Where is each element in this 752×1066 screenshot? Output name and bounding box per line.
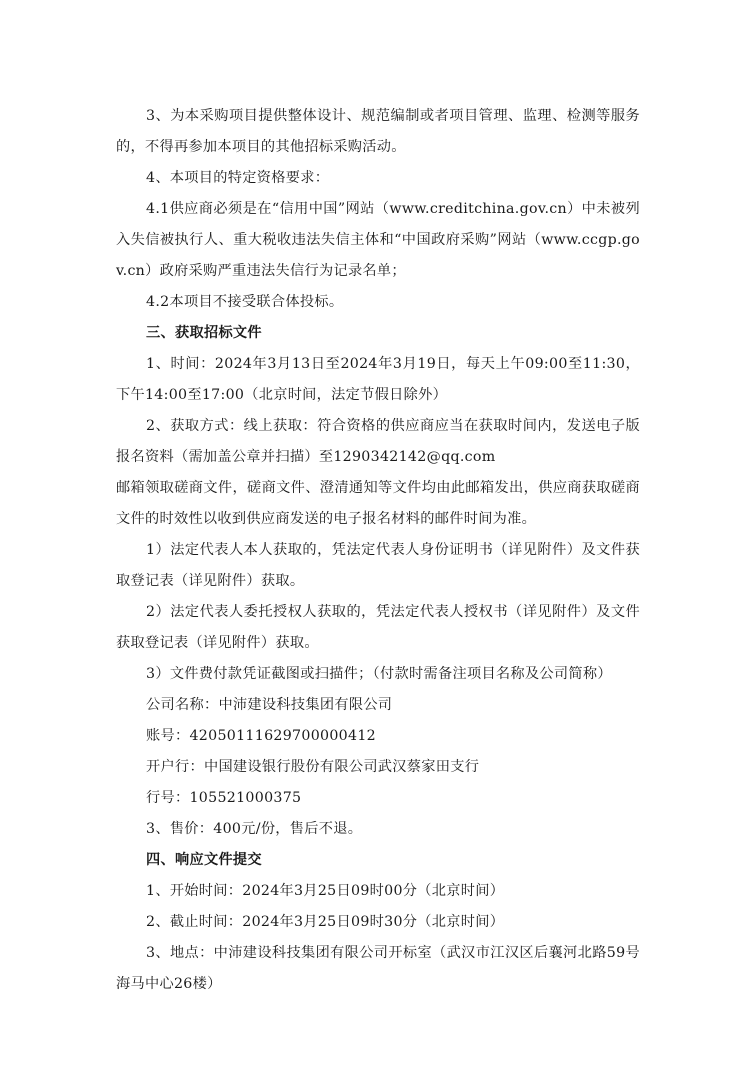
paragraph-credit-check: 4.1供应商必须是在“信用中国”网站（www.creditchina.gov.cn）中未被列入失信被执行人、重大税收违法失信主体和“中国政府采购”网站（www.ccgp.gov.cn）政府采购严重违法失信行为记录名单； (116, 201, 640, 279)
section-heading-submission: 四、响应文件提交 (146, 852, 262, 868)
paragraph-obtain-method: 2、获取方式：线上获取：符合资格的供应商应当在获取时间内，发送电子版报名资料（需加盖公章并扫描）至1290342142@qq.com (116, 418, 640, 465)
paragraph-email-note: 邮箱领取磋商文件，磋商文件、澄清通知等文件均由此邮箱发出，供应商获取磋商文件的时效性以收到供应商发送的电子报名材料的邮件时间为准。 (116, 480, 640, 527)
paragraph-location: 3、地点：中沛建设科技集团有限公司开标室（武汉市江汉区后襄河北路59号海马中心26楼） (116, 945, 640, 992)
paragraph-obtain-time: 1、时间：2024年3月13日至2024年3月19日，每天上午09:00至11:30，下午14:00至17:00（北京时间，法定节假日除外） (116, 356, 640, 403)
bank-name: 开户行：中国建设银行股份有限公司武汉蔡家田支行 (146, 759, 480, 775)
paragraph-legal-rep-self: 1）法定代表人本人获取的，凭法定代表人身份证明书（详见附件）及文件获取登记表（详见附件）获取。 (116, 542, 640, 589)
paragraph-price: 3、售价：400元/份，售后不退。 (146, 821, 363, 837)
paragraph-payment-proof: 3）文件费付款凭证截图或扫描件；（付款时需备注项目名称及公司简称） (146, 666, 612, 682)
paragraph-legal-rep-authorized: 2）法定代表人委托授权人获取的，凭法定代表人授权书（详见附件）及文件获取登记表（详见附件）获取。 (116, 604, 640, 651)
paragraph-design-restriction: 3、为本采购项目提供整体设计、规范编制或者项目管理、监理、检测等服务的，不得再参加本项目的其他招标采购活动。 (116, 108, 640, 155)
paragraph-no-consortium: 4.2本项目不接受联合体投标。 (146, 294, 344, 310)
paragraph-deadline: 2、截止时间：2024年3月25日09时30分（北京时间） (146, 914, 505, 930)
company-name: 公司名称：中沛建设科技集团有限公司 (146, 697, 393, 713)
paragraph-special-qualification: 4、本项目的特定资格要求： (146, 170, 330, 186)
bank-code: 行号：105521000375 (146, 790, 302, 806)
account-number: 账号：42050111629700000412 (146, 728, 376, 744)
section-heading-obtain-documents: 三、获取招标文件 (146, 325, 262, 341)
paragraph-start-time: 1、开始时间：2024年3月25日09时00分（北京时间） (146, 883, 505, 899)
